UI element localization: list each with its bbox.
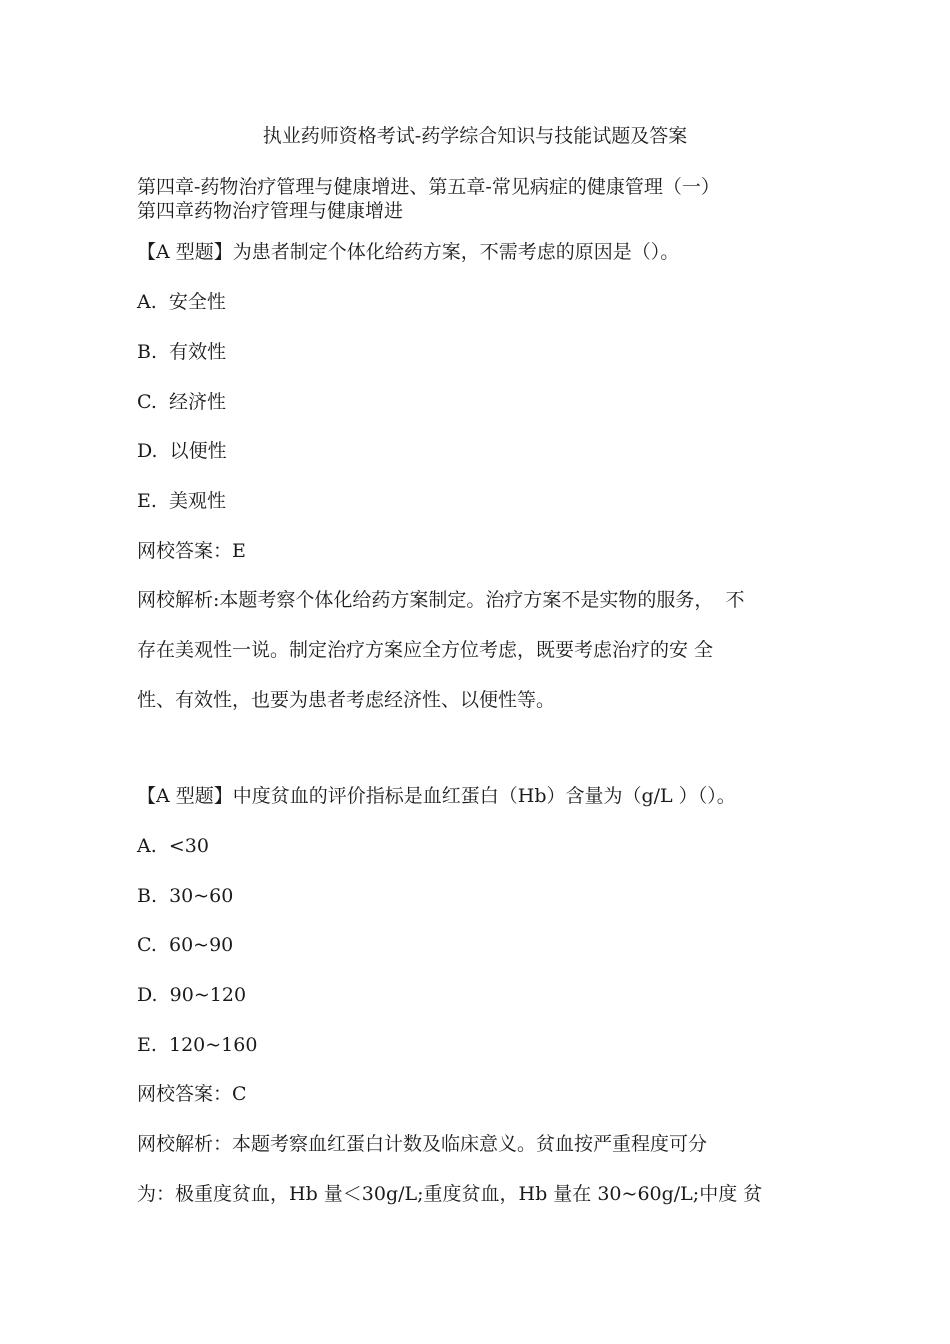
- answer-line: 网校答案：C: [137, 1083, 247, 1105]
- option-b: B. 有效性: [137, 341, 227, 363]
- option-d: D. 90~120: [137, 984, 247, 1006]
- question-stem: 【A 型题】为患者制定个体化给药方案，不需考虑的原因是（）。: [137, 241, 680, 263]
- option-a: A. 安全性: [137, 291, 226, 313]
- document-title: 执业药师资格考试-药学综合知识与技能试题及答案: [262, 125, 688, 147]
- analysis-line: 为：极重度贫血，Hb 量＜30g/L;重度贫血，Hb 量在 30~60g/L;中度 贫: [137, 1183, 763, 1205]
- option-a: A. <30: [137, 835, 209, 857]
- option-e: E. 120~160: [137, 1034, 258, 1056]
- option-c: C. 60~90: [137, 934, 234, 956]
- analysis-line: 网校解析:本题考察个体化给药方案制定。治疗方案不是实物的服务， 不: [137, 589, 745, 611]
- analysis-line: 网校解析：本题考察血红蛋白计数及临床意义。贫血按严重程度可分: [137, 1133, 708, 1155]
- option-d: D. 以便性: [137, 440, 227, 462]
- answer-line: 网校答案：E: [137, 540, 246, 562]
- chapter-heading: 第四章-药物治疗管理与健康增进、第五章-常见病症的健康管理（一）: [137, 176, 720, 198]
- analysis-line: 性、有效性，也要为患者考虑经济性、以便性等。: [137, 689, 556, 711]
- option-b: B. 30~60: [137, 885, 234, 907]
- option-e: E. 美观性: [137, 490, 226, 512]
- analysis-line: 存在美观性一说。制定治疗方案应全方位考虑，既要考虑治疗的安 全: [137, 639, 714, 661]
- question-stem: 【A 型题】中度贫血的评价指标是血红蛋白（Hb）含量为（g/L ）（）。: [137, 785, 736, 807]
- option-c: C. 经济性: [137, 391, 226, 413]
- section-heading: 第四章药物治疗管理与健康增进: [137, 200, 404, 222]
